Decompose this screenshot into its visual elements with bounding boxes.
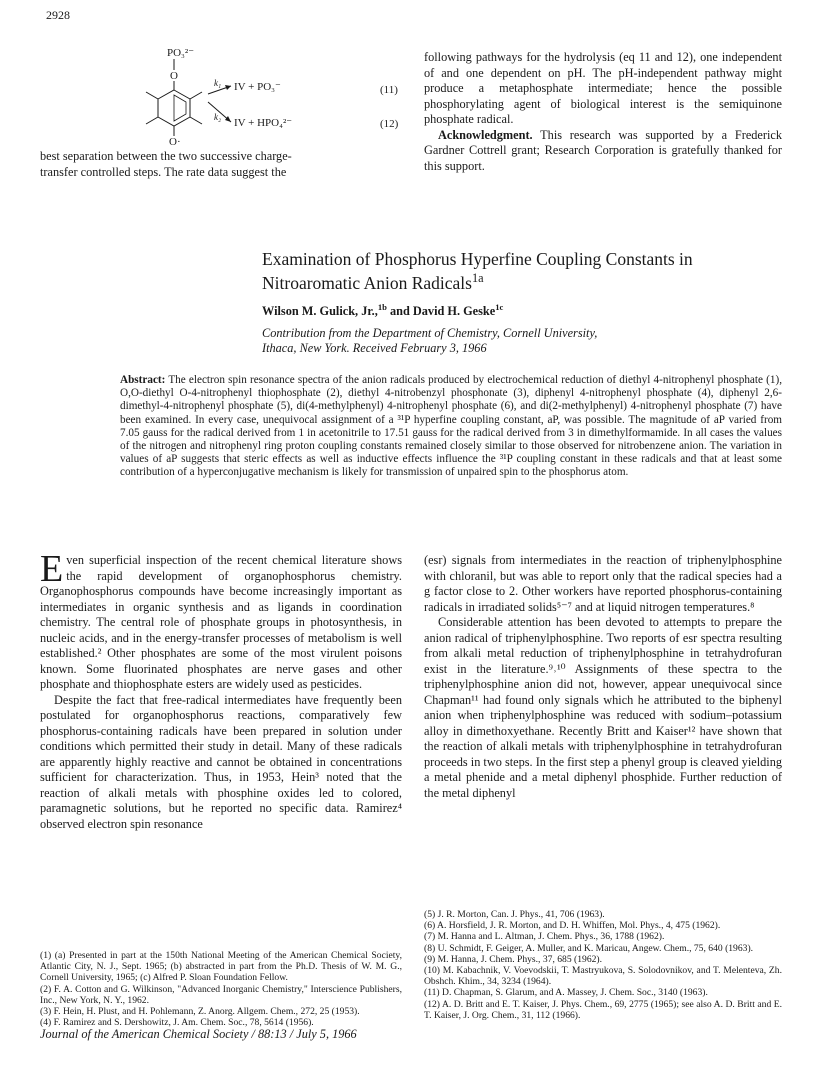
footnotes-right <box>424 909 782 1021</box>
intro-paragraph <box>40 548 402 693</box>
body-paragraph: Despite the fact that free-radical intermediates have frequently been postulated for organophosphorus reactions, comparatively few phosphorus-containing radicals have been prepared in solution under conditions which permitted their study in detail. Many of these radicals are apparently highly reactive and cannot be obtained in concentrations sufficient for characterization. Thus, in 1953, Hein³ noted that the reaction of alkali metals with phosphine oxides led to colored, paramagnetic solutions, but he reported no specific data. Ramirez⁴ observed electron spin resonance <box>40 692 402 831</box>
hydrolysis-paragraph: following pathways for the hydrolysis (eq 11 and 12), one independent of and one dependent on pH. The pH-independent pathway might produce a metaphosphate intermediate; hence the possible phosphorylating agent of biological interest is the semiquinone phosphate radical. <box>424 50 782 126</box>
drop-cap: E <box>40 548 64 590</box>
abstract <box>120 374 782 480</box>
title-line-1: Examination of Phosphorus Hyperfine Coupling Constants in <box>262 249 693 269</box>
footnotes-left <box>40 950 402 1028</box>
footnote: (9) M. Hanna, J. Chem. Phys., 37, 685 (1962). <box>424 953 603 965</box>
footnote: (8) U. Schmidt, F. Geiger, A. Muller, and K. Maricau, Angew. Chem., 75, 640 (1963). <box>424 942 754 954</box>
footnote: (10) M. Kabachnik, V. Voevodskii, T. Mastryukova, S. Solodovnikov, and T. Melenteva, Zh. Obshch. Khim., 34, 3234 (1964). <box>424 965 782 988</box>
journal-footer: Journal of the American Chemical Society / 88:13 / July 5, 1966 <box>40 1027 357 1041</box>
footnote: (7) M. Hanna and L. Altman, J. Chem. Phys., 36, 1788 (1962). <box>424 931 665 943</box>
rate-constant-k2: k₂ <box>214 112 222 122</box>
title-line-2: Nitroaromatic Anion Radicals <box>262 273 472 293</box>
right-column-top <box>424 50 782 174</box>
phenoxy-radical-label: O· <box>169 136 181 148</box>
page-number: 2928 <box>46 8 70 22</box>
tail-line: best separation between the two successive charge- <box>40 149 292 163</box>
footnote: (3) F. Hein, H. Plust, and H. Pohlemann, Z. Anorg. Allgem. Chem., 272, 25 (1953). <box>40 1006 360 1018</box>
author-1: Wilson M. Gulick, Jr., <box>262 304 378 318</box>
abstract-label: Abstract: <box>120 374 166 386</box>
affiliation <box>262 326 597 356</box>
footnote: (1) (a) Presented in part at the 150th National Meeting of the American Chemical Society, Atlantic City, N. J., Sept. 1965; (b) abstracted in part from the Ph.D. Thesis of W. M. G., Cornell University, 1965; (c) Alfred P. Sloan Foundation Fellow. <box>40 950 402 984</box>
scheme-structure-drawing <box>118 44 418 144</box>
footnote: (2) F. A. Cotton and G. Wilkinson, "Advanced Inorganic Chemistry," Interscience Publishers, Inc., New York, N. Y., 1962. <box>40 983 402 1006</box>
reaction-scheme <box>118 44 418 148</box>
intro-text: ven superficial inspection of the recent chemical literature shows the rapid development of organophosphorus chemistry. Organophosphorus compounds have become increasingly important as intermediates in organic synthesis and as ligands in coordination chemistry. The central role of phosphate groups in photosynthesis, in nucleic acids, and in the energy-transfer processes of metabolism is well established.² Other phosphates are some of the most virulent poisons known. Some fluorinated phosphates are nerve gases and other phosphate and thiophosphate esters are widely used as pesticides. <box>40 553 402 691</box>
affiliation-line-1: Contribution from the Department of Chemistry, Cornell University, <box>262 326 598 340</box>
rate-constant-k1: k₁ <box>214 78 222 88</box>
author-2: and David H. Geske <box>386 304 496 318</box>
left-column-tail <box>40 149 402 180</box>
equation-number-12: (12) <box>380 118 399 130</box>
product-eq11: IV + PO₃⁻ <box>234 81 281 93</box>
article-title <box>262 247 782 295</box>
phosphate-group-label: PO₃²⁻ <box>167 47 195 59</box>
affiliation-line-2: Ithaca, New York. Received February 3, 1966 <box>262 341 487 355</box>
body-left-column <box>40 548 402 832</box>
body-paragraph: Considerable attention has been devoted to attempts to prepare the anion radical of triphenylphosphine. Two reports of esr spectra resulting from alkali metal reduction of triphenylphosphine in tetrahydrofuran exist in the literature.⁹˒¹⁰ Assignments of these spectra to the triphenylphosphine anion did not, however, appear unequivocal since Chapman¹¹ had found only signals which he attributed to the biphenyl anion when triphenylphosphine was reduced with sodium–potassium alloy in dimethoxyethane. Recently Britt and Kaiser¹² have shown that the reaction of alkali metals with triphenylphosphine in tetrahydrofuran proceeds in two steps. In the first step a phenyl group is cleaved yielding a metal phenide and a metal diphenyl phosphide. Further reduction of the metal diphenyl <box>424 615 782 800</box>
body-right-column <box>424 553 782 801</box>
authors <box>262 301 504 319</box>
footnote: (5) J. R. Morton, Can. J. Phys., 41, 706 (1963). <box>424 909 605 920</box>
author-2-mark: 1c <box>495 301 504 312</box>
equation-number-11: (11) <box>380 84 398 96</box>
abstract-text: The electron spin resonance spectra of the anion radicals produced by electrochemical reduction of diethyl 4-nitrophenyl phosphate (1), O,O-diethyl O-4-nitrophenyl thiophosphate (2), diethyl 4-nitrobenzyl phosphonate (3), diphenyl 4-nitrophenyl phosphate (4), diphenyl 2,6-dimethyl-4-nitrophenyl phosphate (5), di(4-methylphenyl) 4-nitrophenyl phosphate (6), and di(2-methylphenyl) 4-nitrophenyl phosphate (7) have been examined. In every case, unequivocal assignment of a ³¹P hyperfine coupling constant, aP, was possible. The magnitude of aP varied from 7.05 gauss for the radical derived from 1 in acetonitrile to 17.51 gauss for the radical derived from 3 in dimethylformamide. In all cases the values of the nitrogen and nitrophenyl ring proton coupling constants remained closely similar to those observed for nitrobenzene anion. The variation in values of aP suggests that steric effects as well as inductive effects influence the ³¹P coupling constant in these radicals and that at least some contribution of a hyperconjugative mechanism is likely for transmission of unpaired spin to the phosphorus atom. <box>120 374 782 479</box>
oxygen-label: O <box>170 70 178 82</box>
acknowledgment-heading: Acknowledgment. <box>438 127 533 142</box>
acknowledgment <box>424 128 782 175</box>
author-1-mark: 1b <box>377 301 387 312</box>
tail-line: transfer controlled steps. The rate data suggest the <box>40 164 287 179</box>
footnote: (12) A. D. Britt and E. T. Kaiser, J. Phys. Chem., 69, 2775 (1965); see also A. D. Britt and E. T. Kaiser, J. Org. Chem., 31, 112 (1966). <box>424 998 782 1021</box>
product-eq12: IV + HPO₄²⁻ <box>234 117 293 129</box>
title-footnote-mark: 1a <box>471 271 484 286</box>
footnote: (11) D. Chapman, S. Glarum, and A. Massey, J. Chem. Soc., 3140 (1963). <box>424 987 708 999</box>
acknowledgment-text: This research was supported by a Frederick Gardner Cottrell grant; Research Corporation is gratefully thanked for this support. <box>424 127 782 173</box>
footnote: (4) F. Ramirez and S. Dershowitz, J. Am. Chem. Soc., 78, 5614 (1956). <box>40 1017 314 1029</box>
body-paragraph: (esr) signals from intermediates in the reaction of triphenylphosphine with chloranil, but was able to report only that the radical species had a g factor close to 2. Other workers have reported phosphorus-containing radicals in irradiated solids⁵⁻⁷ and at liquid nitrogen temperatures.⁸ <box>424 553 782 614</box>
footnote: (6) A. Horsfield, J. R. Morton, and D. H. Whiffen, Mol. Phys., 4, 475 (1962). <box>424 920 721 932</box>
